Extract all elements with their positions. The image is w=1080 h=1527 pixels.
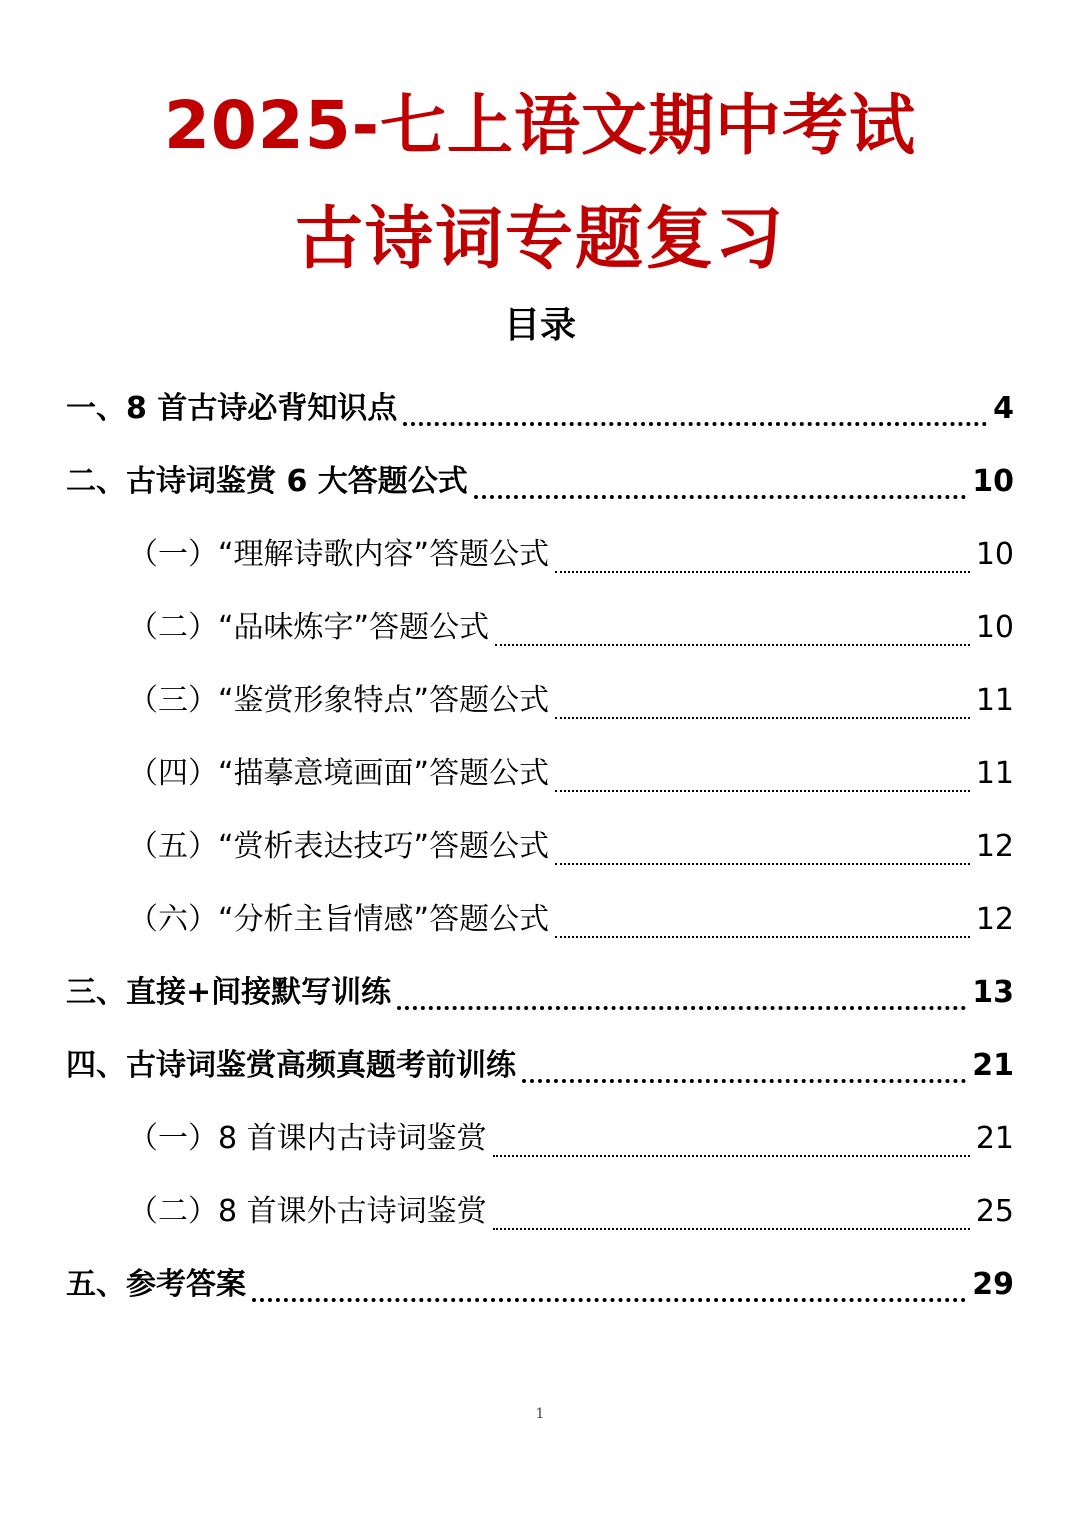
toc-entry-label: 二、古诗词鉴赏 6 大答题公式 — [66, 464, 468, 499]
toc-heading: 目录 — [503, 305, 576, 346]
toc-dot-leader — [555, 780, 970, 792]
toc-subentry[interactable] — [66, 737, 1014, 810]
document-title-line-1: 2025-七上语文期中考试 — [163, 87, 917, 164]
toc-entry-label: （一）“理解诗歌内容”答题公式 — [128, 537, 550, 572]
toc-entry[interactable] — [66, 372, 1014, 445]
toc-entry-label: （二）“品味炼字”答题公式 — [128, 610, 490, 645]
toc-dot-leader — [555, 853, 970, 865]
toc-entry-page: 11 — [975, 756, 1014, 791]
toc-subentry[interactable] — [66, 883, 1014, 956]
toc-entry-page: 25 — [975, 1194, 1014, 1229]
table-of-contents — [66, 372, 1014, 1321]
toc-entry-label: 四、古诗词鉴赏高频真题考前训练 — [66, 1048, 516, 1083]
toc-entry-label: （一）8 首课内古诗词鉴赏 — [128, 1121, 487, 1156]
toc-entry-label: （四）“描摹意境画面”答题公式 — [128, 756, 550, 791]
toc-dot-leader — [397, 996, 966, 1010]
toc-entry-label: 五、参考答案 — [66, 1267, 246, 1302]
toc-entry-page: 29 — [972, 1267, 1014, 1302]
toc-entry-page: 10 — [975, 610, 1014, 645]
toc-subentry[interactable] — [66, 1102, 1014, 1175]
toc-dot-leader — [495, 634, 970, 646]
toc-subentry[interactable] — [66, 1175, 1014, 1248]
toc-subentry[interactable] — [66, 810, 1014, 883]
toc-dot-leader — [252, 1288, 966, 1302]
toc-entry[interactable] — [66, 1248, 1014, 1321]
toc-entry-label: （六）“分析主旨情感”答题公式 — [128, 902, 550, 937]
toc-dot-leader — [522, 1069, 966, 1083]
toc-dot-leader — [555, 926, 970, 938]
toc-subentry[interactable] — [66, 518, 1014, 591]
toc-entry-page: 10 — [972, 464, 1014, 499]
toc-dot-leader — [474, 485, 966, 499]
toc-subentry[interactable] — [66, 591, 1014, 664]
page-number: 1 — [535, 1406, 545, 1422]
toc-entry[interactable] — [66, 956, 1014, 1029]
toc-entry-page: 10 — [975, 537, 1014, 572]
toc-dot-leader — [403, 412, 987, 426]
toc-entry-label: 三、直接+间接默写训练 — [66, 975, 392, 1010]
toc-entry-page: 21 — [975, 1121, 1014, 1156]
toc-entry-page: 21 — [972, 1048, 1014, 1083]
toc-entry-page: 12 — [975, 902, 1014, 937]
toc-dot-leader — [555, 561, 970, 573]
toc-dot-leader — [555, 707, 970, 719]
toc-entry[interactable] — [66, 445, 1014, 518]
toc-entry-label: （五）“赏析表达技巧”答题公式 — [128, 829, 550, 864]
toc-entry-page: 12 — [975, 829, 1014, 864]
toc-entry-label: （二）8 首课外古诗词鉴赏 — [128, 1194, 487, 1229]
toc-entry[interactable] — [66, 1029, 1014, 1102]
toc-entry-page: 4 — [993, 391, 1014, 426]
toc-entry-page: 11 — [975, 683, 1014, 718]
toc-entry-label: （三）“鉴赏形象特点”答题公式 — [128, 683, 550, 718]
toc-dot-leader — [493, 1145, 970, 1157]
toc-dot-leader — [493, 1218, 970, 1230]
toc-subentry[interactable] — [66, 664, 1014, 737]
toc-entry-page: 13 — [972, 975, 1014, 1010]
document-title-line-2: 古诗词专题复习 — [294, 200, 785, 279]
toc-entry-label: 一、8 首古诗必背知识点 — [66, 391, 398, 426]
